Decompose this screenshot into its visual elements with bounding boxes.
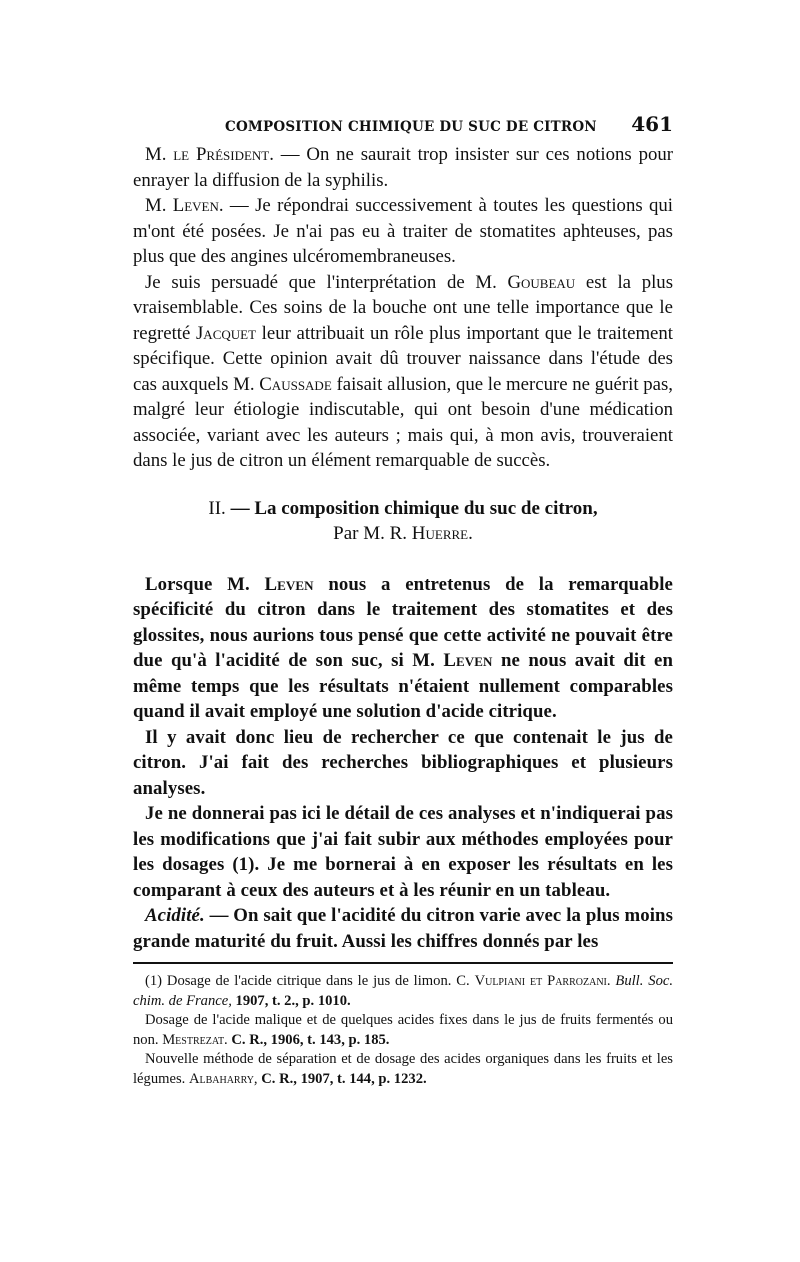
paragraph-recherche: Il y avait donc lieu de rechercher ce que contenait le jus de citron. J'ai fait des recherches bibliographiques et plusieurs analyses. [133,726,673,799]
section-title: — La composition chimique du suc de citron, [225,497,598,519]
text-run: 1907, t. 2., p. 1010. [231,992,351,1009]
paragraph-analyses: Je ne donnerai pas ici le détail de ces analyses et n'indiquerai pas les modifications que j'ai fait subir aux méthodes employées pour les dosages (1). Je me bornerai à en exposer les résultats en les comparant à ceux des auteurs et à les réunir en un tableau. [133,803,673,901]
running-title: COMPOSITION CHIMIQUE DU SUC DE CITRON [225,119,597,135]
text-run: ne nous avait dit en même temps que les résultats n'étaient nullement comparables quand il avait employé une solution d'acide citrique. [133,650,673,722]
text-run: leur attribuait un rôle plus important que le traitement spécifique. Cette opinion avait dû trouver naissance dans l'étude des cas auxquels M. [133,322,673,395]
paragraph-president-text: — On ne saurait trop insister sur ces notions pour enrayer la diffusion de la syphilis. [133,144,673,191]
speaker-president: M. le Président. [145,144,274,165]
paragraph-leven-reply [133,193,673,270]
text-run: C. R., 1906, t. 143, p. 185. [227,1031,390,1048]
text-run: est la plus vraisemblable. Ces soins de la bouche ont une telle importance que le regretté [133,271,674,344]
text-run: nous a entretenus de la remarquable spécificité du citron dans le traitement des stomatites et des glossites, nous aurions tous pensé que cette activité ne pouvait être due qu'à l'acidité de son suc, si M. [133,573,673,671]
name-goubeau: Goubeau [507,271,576,293]
footnote-1 [133,972,673,1011]
author-name: Huerre. [411,522,473,544]
text-run: — On sait que l'acidité du citron varie avec la plus moins grande maturité du fruit. Aussi les chiffres donnés par les [133,905,673,952]
paragraph-lorsque [133,572,673,725]
paragraph-leven-opinion [133,270,673,474]
name-caussade: Caussade [259,373,332,395]
section-number: II. [208,497,226,519]
footnote-authors: Vulpiani et Parrozani. [474,973,611,989]
name-leven: Leven [264,573,314,595]
paragraph-acidite [133,903,673,954]
footnote-rule [133,962,673,964]
section-heading [133,496,673,546]
running-head [133,112,673,142]
name-leven: Leven [443,650,493,671]
text-run: Lorsque M. [145,573,265,595]
paragraph-leven-text: — Je répondrai successivement à toutes les questions qui m'ont été posées. Je n'ai pas eu à traiter de stomatites aphteuses, pas plus que des angines ulcéromembraneuses. [133,195,673,267]
text-run: (1) Dosage de l'acide citrique dans le jus de limon. C. [145,973,475,989]
speaker-leven: M. Leven. [145,195,224,216]
footnote-author: Mestrezat. [162,1031,228,1048]
footnotes [133,972,673,1090]
name-jacquet: Jacquet [196,322,257,344]
text-run: Dosage de l'acide malique et de quelques acides fixes dans le jus de fruits fermentés ou non. [133,1012,673,1048]
page-number: 461 [631,112,673,136]
paragraph-president [133,142,673,193]
text-run: Je suis persuadé que l'interprétation de M. [145,271,508,293]
footnote-author: Albaharry, [188,1070,258,1087]
text-run: faisait allusion, que le mercure ne guérit pas, malgré leur étiologie indiscutable, qui ont besoin d'une médication associée, variant avec les auteurs ; mais qui, à mon avis, trouveraient dans le jus de citron un élément remarquable de succès. [133,373,673,471]
footnote-2 [133,1011,673,1050]
acidite-label: Acidité. [145,905,205,926]
text-run: Nouvelle méthode de séparation et de dosage des acides organiques dans les fruits et les légumes. [133,1051,673,1087]
footnote-3 [133,1050,673,1089]
author-prefix: Par M. R. [333,522,412,544]
footnote-journal: Bull. Soc. chim. de France, [133,973,673,1009]
text-run: C. R., 1907, t. 144, p. 1232. [257,1070,427,1087]
document-page [133,112,673,1090]
section-author [133,521,673,546]
